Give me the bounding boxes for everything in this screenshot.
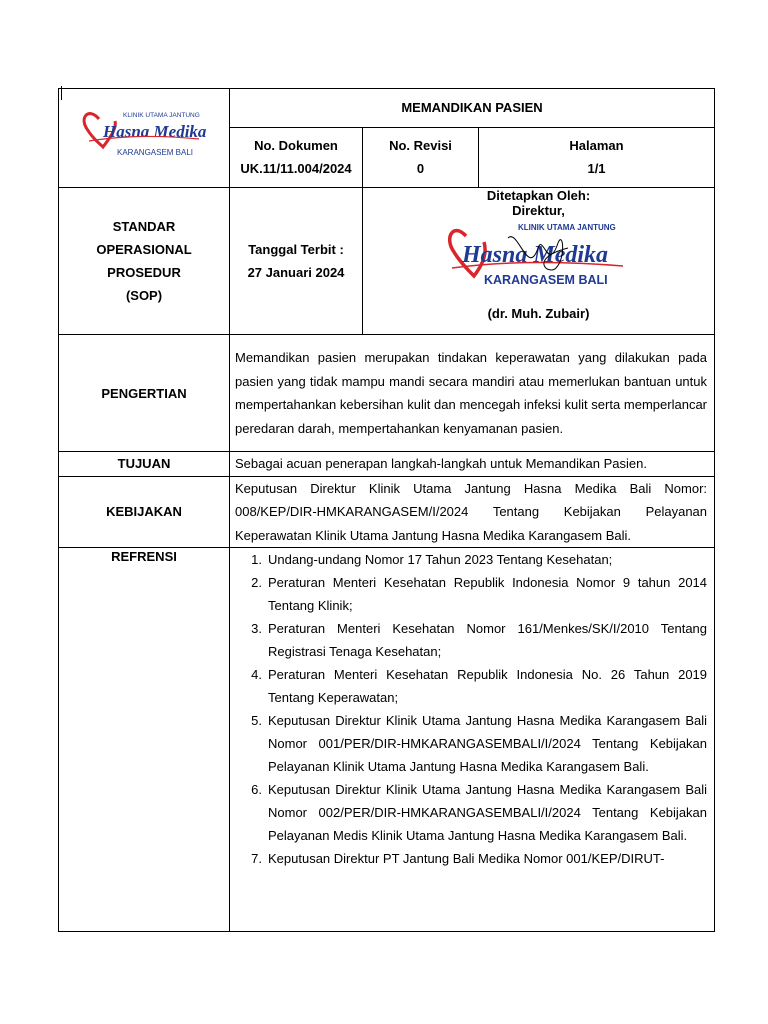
tujuan-text: Sebagai acuan penerapan langkah-langkah untuk Memandikan Pasien. bbox=[230, 452, 715, 477]
refrensi-list-cell bbox=[230, 548, 715, 932]
issue-date-cell bbox=[230, 188, 363, 335]
logo-top-text: KLINIK UTAMA JANTUNG bbox=[123, 112, 200, 119]
sop-label-line: PROSEDUR bbox=[107, 265, 181, 280]
clinic-logo bbox=[59, 89, 230, 184]
sop-table bbox=[58, 88, 715, 932]
sop-label-cell bbox=[59, 188, 230, 335]
doc-number-value: UK.11/11.004/2024 bbox=[240, 161, 352, 177]
reference-item: 1. Undang-undang Nomor 17 Tahun 2023 Tentang Kesehatan; bbox=[251, 552, 613, 567]
stamp-top-text: KLINIK UTAMA JANTUNG bbox=[518, 223, 616, 232]
pengertian-label: PENGERTIAN bbox=[59, 335, 230, 452]
stamp-signature bbox=[448, 218, 638, 298]
stamp-bottom-text: KARANGASEM BALI bbox=[484, 273, 608, 287]
revision-value: 0 bbox=[416, 161, 425, 177]
document-title: MEMANDIKAN PASIEN bbox=[230, 89, 715, 128]
page-cell bbox=[479, 127, 715, 187]
logo-brand: Hasna Medika bbox=[103, 122, 207, 141]
doc-number-label: No. Dokumen bbox=[254, 138, 338, 154]
revision-cell bbox=[363, 127, 479, 187]
pengertian-text: Memandikan pasien merupakan tindakan keperawatan yang dilakukan pada pasien yang tidak mampu mandi secara mandiri atau memerlukan bantuan untuk mempertahankan kebersihan kulit dan mencegah infeksi kulit serta memperlancar peredaran darah, mempertahankan kenyamanan pasien. bbox=[230, 335, 715, 452]
doc-number-cell bbox=[230, 127, 363, 187]
issue-date-value: 27 Januari 2024 bbox=[247, 265, 345, 280]
reference-item: 3. Peraturan Menteri Kesehatan Nomor 161/Menkes/SK/I/2010 Tentang Registrasi Tenaga Kesehatan; bbox=[251, 621, 708, 659]
approved-by-label: Ditetapkan Oleh: Direktur, bbox=[486, 188, 591, 218]
reference-item: 6. Keputusan Direktur Klinik Utama Jantung Hasna Medika Karangasem Bali Nomor 002/PER/DIR-HMKARANGASEMBALI/I/2024 Tentang Kebijakan Pelayanan Medis Klinik Utama Jantung Hasna Medika Karangasem Bali. bbox=[251, 782, 708, 843]
sop-label-line: OPERASIONAL bbox=[96, 242, 192, 257]
reference-list bbox=[230, 548, 714, 870]
page-value: 1/1 bbox=[587, 161, 606, 177]
revision-label: No. Revisi bbox=[389, 138, 452, 154]
reference-item: 4. Peraturan Menteri Kesehatan Republik Indonesia No. 26 Tahun 2019 Tentang Keperawatan; bbox=[251, 667, 708, 705]
stamp-brand: Hasna Medika bbox=[462, 242, 609, 268]
tujuan-label: TUJUAN bbox=[59, 452, 230, 477]
kebijakan-label: KEBIJAKAN bbox=[59, 476, 230, 548]
reference-item: 5. Keputusan Direktur Klinik Utama Jantung Hasna Medika Karangasem Bali Nomor 001/PER/DIR-HMKARANGASEMBALI/I/2024 Tentang Kebijakan Pelayanan Klinik Utama Jantung Hasna Medika Karangasem Bali. bbox=[251, 713, 708, 774]
reference-item: 2. Peraturan Menteri Kesehatan Republik Indonesia Nomor 9 tahun 2014 Tentang Klinik; bbox=[251, 575, 708, 613]
kebijakan-text: Keputusan Direktur Klinik Utama Jantung Hasna Medika Bali Nomor: 008/KEP/DIR-HMKARANGASEM/I/2024 Tentang Kebijakan Pelayanan Keperawatan Klinik Utama Jantung Hasna Medika Karangasem Bali. bbox=[230, 476, 715, 548]
logo-bottom-text: KARANGASEM BALI bbox=[117, 148, 194, 157]
clinic-logo-cell bbox=[59, 89, 230, 188]
sop-label-line: (SOP) bbox=[125, 288, 163, 303]
page-label: Halaman bbox=[569, 138, 624, 154]
approval-cell bbox=[363, 188, 715, 335]
reference-item: 7. Keputusan Direktur PT Jantung Bali Medika Nomor 001/KEP/DIRUT- bbox=[251, 851, 665, 866]
sop-label-line: STANDAR bbox=[112, 219, 176, 234]
signer-name: (dr. Muh. Zubair) bbox=[487, 306, 590, 321]
refrensi-label: REFRENSI bbox=[59, 548, 230, 932]
issue-date-label: Tanggal Terbit : bbox=[248, 242, 344, 257]
